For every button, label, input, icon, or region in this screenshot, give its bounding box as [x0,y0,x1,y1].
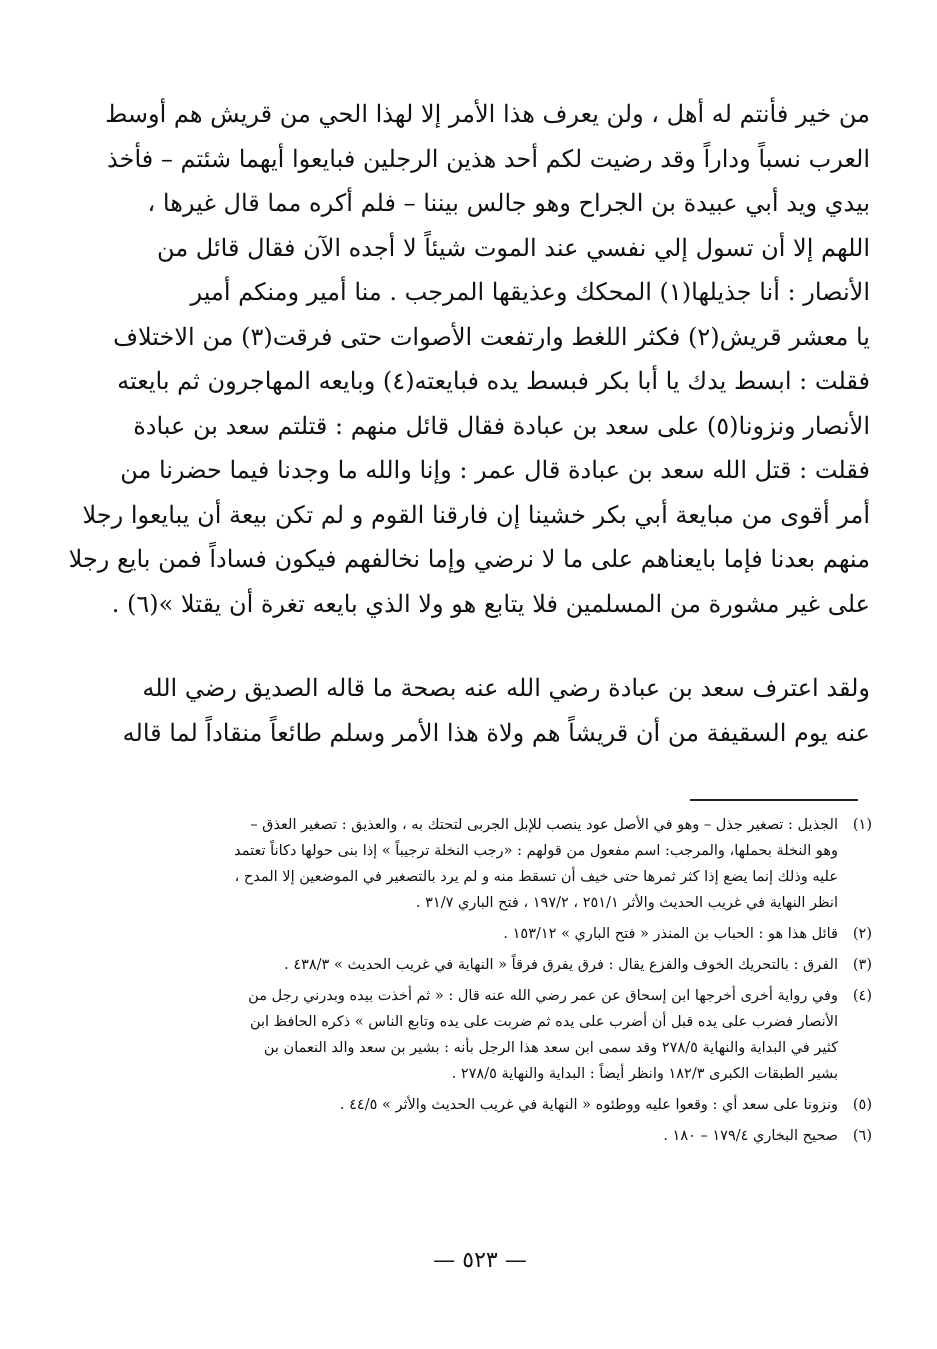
main-paragraph-2 [122,666,870,756]
footnote-line: وهو النخلة بحملها، والمرجب: اسم مفعول من قولهم : «رجب النخلة ترجيباً » إذا بنى حولها دكاناً تعتمد [234,843,838,859]
footnote-line: قائل هذا هو : الحباب بن المنذر « فتح الباري » ١٥٣/١٢ . [503,926,838,942]
footnote-line: انظر النهاية في غريب الحديث والأثر ٢٥١/١ ، ١٩٧/٢ ، فتح الباري ٣١/٧ . [415,895,838,911]
text-line: أمر أقوى من مبايعة أبي بكر خشينا إن فارقنا القوم و لم تكن بيعة أن يبايعوا رجلا [82,500,870,529]
main-paragraph-1 [68,92,870,626]
footnote-body [150,983,838,1087]
footnote-body [150,1092,838,1118]
footnote-number: (٢) [852,926,872,942]
text-line: بيدي ويد أبي عبيدة بن الجراح وهو جالس بيننا – فلم أكره مما قال غيرها ، [147,189,870,217]
footnote-number: (٦) [852,1128,872,1144]
footnote-line: الفرق : بالتحريك الخوف والفزع يقال : فرق يفرق فرقاً « النهاية في غريب الحديث » ٤٣٨/٣ . [284,957,838,973]
page-number: — ٥٢٣ — [433,1248,527,1273]
footnote-line: ونزونا على سعد أي : وقعوا عليه ووطئوه « النهاية في غريب الحديث والأثر » ٤٤/٥ . [339,1097,838,1113]
text-line: على غير مشورة من المسلمين فلا يتابع هو ولا الذي بايعه تغرة أن يقتلا »(٦) . [111,589,870,618]
footnote-number: (٥) [852,1097,872,1113]
text-line: يا معشر قريش(٢) فكثر اللغط وارتفعت الأصوات حتى فرقت(٣) من الاختلاف [113,322,870,351]
footnote-separator [690,799,858,801]
footnote-1 [150,812,872,916]
text-line: عنه يوم السقيفة من أن قريشاً هم ولاة هذا الأمر وسلم طائعاً منقاداً لما قاله [122,719,870,747]
text-line: ولقد اعترف سعد بن عبادة رضي الله عنه بصحة ما قاله الصديق رضي الله [142,674,870,702]
text-line: اللهم إلا أن تسول إلي نفسي عند الموت شيئاً لا أجده الآن فقال قائل من [157,233,870,262]
footnote-body [150,952,838,978]
footnote-3 [150,952,872,978]
footnote-6 [150,1123,872,1149]
text-line: منهم بعدنا فإما بايعناهم على ما لا نرضي وإما نخالفهم فيكون فساداً فمن بايع رجلا [68,545,870,573]
text-line: فقلت : ابسط يدك يا أبا بكر فبسط يده فبايعته(٤) وبايعه المهاجرون ثم بايعته [117,367,870,395]
text-line: العرب نسباً وداراً وقد رضيت لكم أحد هذين الرجلين فبايعوا أيهما شئتم – فأخذ [107,144,870,173]
footnote-4 [150,983,872,1087]
footnote-number: (٤) [852,988,872,1004]
footnote-body [150,812,838,916]
text-line: الأنصار ونزونا(٥) على سعد بن عبادة فقال قائل منهم : قتلتم سعد بن عبادة [133,411,870,440]
footnote-5 [150,1092,872,1118]
footnote-number: (١) [852,817,872,833]
footnote-body [150,921,838,947]
footnote-line: عليه وذلك إنما يضع إذا كثر ثمرها حتى خيف أن تسقط منه و لم يرد بالتصغير في الموضعين إلا المدح ، [234,869,838,885]
footnote-2 [150,921,872,947]
text-line: من خير فأنتم له أهل ، ولن يعرف هذا الأمر إلا لهذا الحي من قريش هم أوسط [105,100,870,128]
footnote-line: بشير الطبقات الكبرى ١٨٢/٣ وانظر أيضاً : البداية والنهاية ٢٧٨/٥ . [451,1066,838,1082]
footnote-line: كثير في البداية والنهاية ٢٧٨/٥ وقد سمى ابن سعد هذا الرجل بأنه : بشير بن سعد والد النعمان بن [263,1040,838,1056]
text-line: فقلت : قتل الله سعد بن عبادة قال عمر : وإنا والله ما وجدنا فيما حضرنا من [120,456,870,484]
footnotes-section [150,812,872,1149]
footnote-body [150,1123,838,1149]
footnote-number: (٣) [852,957,872,973]
footnote-line: الأنصار فضرب على يده قبل أن أضرب على يده ثم ضربت على يده وتابع الناس » ذكره الحافظ ابن [249,1014,838,1030]
text-line: الأنصار : أنا جذيلها(١) المحكك وعذيقها المرجب . منا أمير ومنكم أمير [190,278,870,306]
footnote-line: الجذيل : تصغير جذل – وهو في الأصل عود ينصب للإبل الجربى لتحتك به ، والعذيق : تصغير العذق – [250,817,838,833]
footnote-line: وفي رواية أخرى أخرجها ابن إسحاق عن عمر رضي الله عنه قال : « ثم أخذت بيده وبدرني رجل من [248,988,838,1004]
footnote-line: صحيح البخاري ١٧٩/٤ – ١٨٠ . [663,1128,838,1144]
